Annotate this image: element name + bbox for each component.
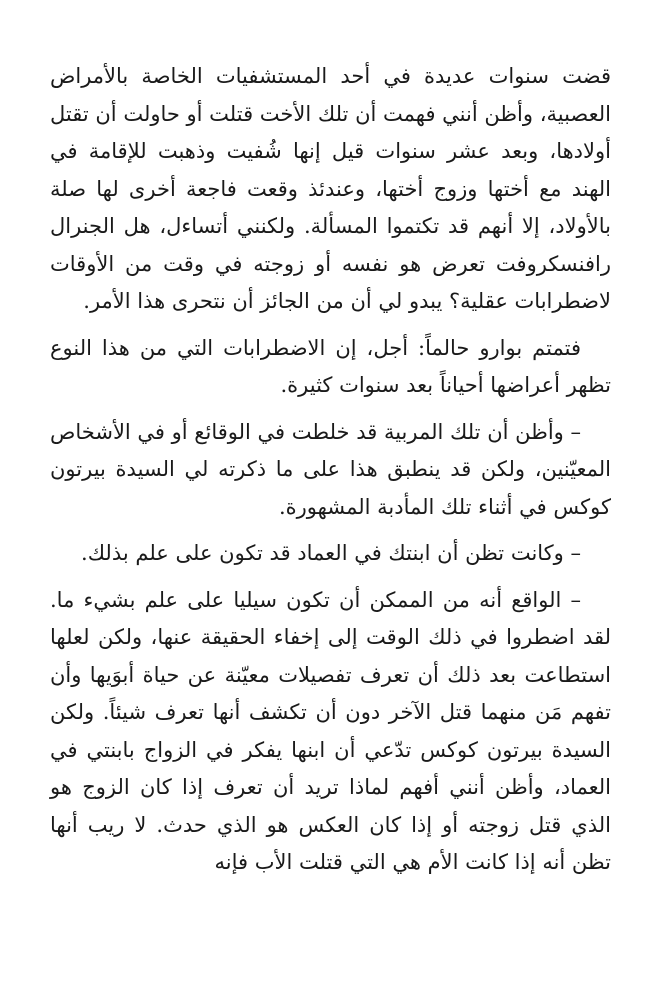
paragraph-3: – وأظن أن تلك المربية قد خلطت في الوقائع أو في الأشخاص المعيّنين، ولكن قد ينطبق هذا على ما ذكرته لي السيدة بيرتون كوكس في أثناء تلك المأدبة المشهورة. [50,419,611,519]
paragraph-5: – الواقع أنه من الممكن أن تكون سيليا على علم بشيء ما. لقد اضطروا في ذلك الوقت إلى إخفاء الحقيقة عنها، ولكن لعلها استطاعت بعد ذلك أن تعرف تفصيلات معيّنة عن حياة أبوَيها وأن تفهم مَن منهما قتل الآخر دون أن تكشف أنها تعرف شيئاً. ولكن السيدة بيرتون كوكس تدّعي أن ابنها يفكر في الزواج بابنتي في العماد، وأظن أنني أفهم لماذا تريد أن تعرف إذا كان الزوج هو الذي قتل زوجته أو إذا كان العكس هو الذي حدث. لا ريب أنها تظن أنه إذا كانت الأم هي التي قتلت الأب فإنه [50,587,611,874]
paragraph-1: قضت سنوات عديدة في أحد المستشفيات الخاصة بالأمراض العصبية، وأظن أنني فهمت أن تلك الأخت قتلت أو حاولت أن تقتل أولادها، وبعد عشر سنوات قيل إنها شُفيت وذهبت للإقامة في الهند مع أختها وزوج أختها، وعندئذ وقعت فاجعة أخرى لها صلة بالأولاد، إلا أنهم قد تكتموا المسألة. ولكنني أتساءل، هل الجنرال رافنسكروفت تعرض هو نفسه أو زوجته في وقت من الأوقات لاضطرابات عقلية؟ يبدو لي أن من الجائز أن نتحرى هذا الأمر. [50,64,611,313]
paragraph-2: فتمتم بوارو حالماً: أجل، إن الاضطرابات التي من هذا النوع تظهر أعراضها أحياناً بعد سنوات كثيرة. [50,335,611,397]
book-page [50,58,611,882]
paragraph-4: – وكانت تظن أن ابنتك في العماد قد تكون على علم بذلك. [81,541,581,565]
